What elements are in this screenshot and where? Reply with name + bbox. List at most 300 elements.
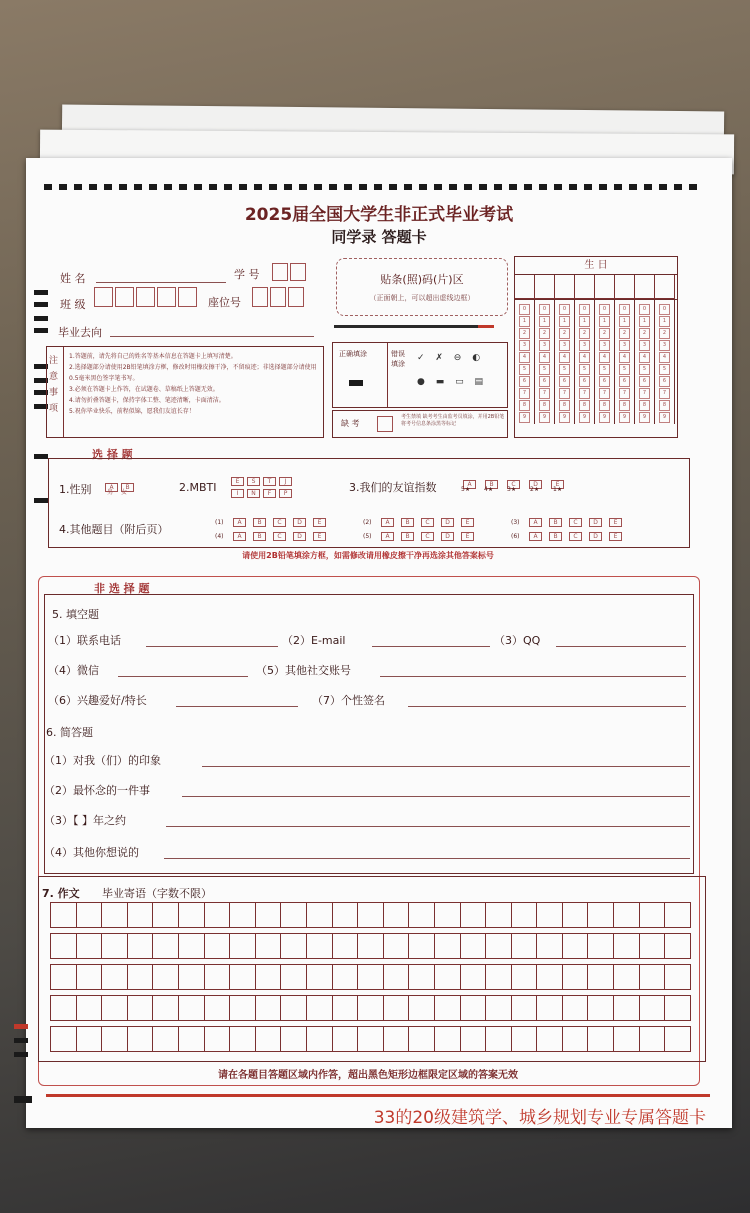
fill-phone-field[interactable] [146,646,278,647]
essay-grid-cell[interactable] [102,1027,128,1052]
essay-grid-cell[interactable] [307,996,333,1021]
birthday-digit-option[interactable]: 6 [639,376,650,387]
birthday-digit-option[interactable]: 2 [599,328,610,339]
q2-option-e[interactable]: E [231,477,244,486]
birthday-digit-option[interactable]: 0 [619,304,630,315]
essay-grid-cell[interactable] [563,934,589,959]
essay-grid-cell[interactable] [307,903,333,928]
essay-grid-cell[interactable] [51,965,77,990]
birthday-digit-option[interactable]: 9 [559,412,570,423]
essay-grid-cell[interactable] [358,965,384,990]
birthday-digit-option[interactable]: 1 [519,316,530,327]
q3-option-b[interactable]: B [485,480,498,489]
birthday-digit-option[interactable]: 8 [559,400,570,411]
essay-grid-cell[interactable] [640,934,666,959]
birthday-digit-option[interactable]: 5 [519,364,530,375]
essay-grid-cell[interactable] [307,934,333,959]
essay-grid-cell[interactable] [614,934,640,959]
essay-grid-cell[interactable] [409,934,435,959]
essay-grid-cell[interactable] [307,1027,333,1052]
q4-option[interactable]: B [401,518,414,527]
birthday-digit-option[interactable]: 7 [559,388,570,399]
birthday-digit-option[interactable]: 9 [579,412,590,423]
q4-option[interactable]: E [609,532,622,541]
essay-grid-cell[interactable] [358,934,384,959]
q4-option[interactable]: E [313,518,326,527]
essay-grid-cell[interactable] [102,903,128,928]
q3-option-d[interactable]: D [529,480,542,489]
q4-option[interactable]: C [569,518,582,527]
q2-option-i[interactable]: I [231,489,244,498]
essay-grid-cell[interactable] [230,1027,256,1052]
essay-grid-cell[interactable] [665,996,691,1021]
q2-option-p[interactable]: P [279,489,292,498]
essay-grid-cell[interactable] [588,934,614,959]
q4-option[interactable]: D [441,532,454,541]
essay-grid-cell[interactable] [77,996,103,1021]
q4-option[interactable]: A [381,532,394,541]
essay-grid-cell[interactable] [256,1027,282,1052]
q4-option[interactable]: B [401,532,414,541]
q4-options-grid[interactable] [215,515,685,543]
birthday-digit-option[interactable]: 2 [639,328,650,339]
birthday-digit-option[interactable]: 1 [639,316,650,327]
essay-grid-cell[interactable] [588,903,614,928]
absent-checkbox[interactable] [377,416,393,432]
essay-grid-cell[interactable] [512,996,538,1021]
essay-grid-cell[interactable] [128,903,154,928]
birthday-digit-option[interactable]: 9 [599,412,610,423]
essay-grid-cell[interactable] [486,1027,512,1052]
essay-grid-cell[interactable] [537,965,563,990]
essay-grid-cell[interactable] [128,965,154,990]
birthday-input-cell[interactable] [515,275,535,299]
essay-grid-cell[interactable] [256,996,282,1021]
essay-grid-cell[interactable] [486,934,512,959]
birthday-digit-option[interactable]: 1 [599,316,610,327]
birthday-digit-option[interactable]: 1 [619,316,630,327]
birthday-digit-option[interactable]: 0 [559,304,570,315]
essay-grid-cell[interactable] [281,965,307,990]
essay-grid-cell[interactable] [179,934,205,959]
birthday-digit-option[interactable]: 8 [619,400,630,411]
essay-grid-cell[interactable] [128,1027,154,1052]
birthday-digit-option[interactable]: 8 [599,400,610,411]
notice-line: 2.选择题部分请使用2B铅笔填涂方框，修改时用橡皮擦干净，不留痕迹；非选择题部分请使用0.5毫米黑色签字笔书写。 [69,364,317,382]
absent-note: 考生禁填 缺考考生由监考员填涂，并用2B铅笔将考号信息条涂黑等标记 [401,414,505,427]
essay-grid-cell[interactable] [358,1027,384,1052]
essay-grid-cell[interactable] [153,903,179,928]
essay-grid-cell[interactable] [281,1027,307,1052]
q4-option[interactable]: C [421,518,434,527]
q4-option[interactable]: D [293,518,306,527]
birthday-digit-option[interactable]: 6 [599,376,610,387]
essay-grid-cell[interactable] [128,934,154,959]
essay-grid-cell[interactable] [512,903,538,928]
q4-option[interactable]: A [529,532,542,541]
essay-grid-cell[interactable] [512,934,538,959]
q3-option-c[interactable]: C [507,480,520,489]
essay-grid-cell[interactable] [51,996,77,1021]
essay-grid-cell[interactable] [51,934,77,959]
student-no-boxes[interactable] [272,261,308,281]
essay-grid-cell[interactable] [333,903,359,928]
birthday-digit-option[interactable]: 5 [659,364,670,375]
essay-grid-cell[interactable] [333,996,359,1021]
birthday-digit-option[interactable]: 8 [579,400,590,411]
birthday-digit-option[interactable]: 6 [659,376,670,387]
birthday-digit-option[interactable]: 8 [639,400,650,411]
birthday-digit-option[interactable]: 4 [519,352,530,363]
essay-grid-cell[interactable] [537,934,563,959]
fill-wechat-label: （4）微信 [48,664,99,677]
birthday-digit-option[interactable]: 1 [659,316,670,327]
essay-grid-cell[interactable] [461,1027,487,1052]
birthday-digit-option[interactable]: 4 [539,352,550,363]
essay-grid-cell[interactable] [128,996,154,1021]
q4-option[interactable]: E [609,518,622,527]
q4-option[interactable]: A [233,532,246,541]
essay-grid[interactable] [50,902,700,1057]
birthday-digit-option[interactable]: 2 [559,328,570,339]
essay-grid-cell[interactable] [358,903,384,928]
essay-grid-cell[interactable] [153,1027,179,1052]
essay-grid-cell[interactable] [563,903,589,928]
essay-grid-cell[interactable] [333,965,359,990]
essay-grid-cell[interactable] [333,1027,359,1052]
essay-grid-cell[interactable] [307,965,333,990]
essay-grid-cell[interactable] [486,965,512,990]
birthday-digit-option[interactable]: 3 [659,340,670,351]
essay-grid-cell[interactable] [384,1027,410,1052]
essay-grid-cell[interactable] [614,965,640,990]
birthday-digit-option[interactable]: 6 [539,376,550,387]
birthday-digit-option[interactable]: 9 [659,412,670,423]
essay-grid-cell[interactable] [256,934,282,959]
q4-option[interactable]: D [293,532,306,541]
birthday-input-cell[interactable] [615,275,635,299]
essay-grid-cell[interactable] [665,903,691,928]
birthday-digit-option[interactable]: 3 [639,340,650,351]
birthday-digit-option[interactable]: 4 [619,352,630,363]
barcode-divider [334,325,494,328]
essay-grid-cell[interactable] [640,965,666,990]
birthday-digit-option[interactable]: 4 [579,352,590,363]
q4-option[interactable]: D [441,518,454,527]
essay-grid-cell[interactable] [435,965,461,990]
essay-grid-cell[interactable] [461,934,487,959]
birthday-digit-option[interactable]: 3 [519,340,530,351]
birthday-digit-option[interactable]: 5 [539,364,550,375]
birthday-digit-option[interactable]: 5 [579,364,590,375]
essay-grid-cell[interactable] [205,996,231,1021]
birthday-digit-option[interactable]: 2 [579,328,590,339]
birthday-input-cell[interactable] [595,275,615,299]
essay-grid-cell[interactable] [205,903,231,928]
birthday-digit-option[interactable]: 6 [519,376,530,387]
birthday-digit-option[interactable]: 1 [559,316,570,327]
birthday-digit-option[interactable]: 5 [599,364,610,375]
essay-grid-cell[interactable] [665,965,691,990]
essay-grid-cell[interactable] [230,903,256,928]
q2-option-t[interactable]: T [263,477,276,486]
q4-option[interactable]: C [421,532,434,541]
essay-grid-cell[interactable] [384,965,410,990]
q4-option[interactable]: D [589,518,602,527]
birthday-grid[interactable] [514,256,678,438]
essay-grid-cell[interactable] [102,934,128,959]
essay-grid-cell[interactable] [435,996,461,1021]
essay-grid-cell[interactable] [102,965,128,990]
essay-grid-cell[interactable] [588,1027,614,1052]
essay-grid-cell[interactable] [179,903,205,928]
essay-grid-cell[interactable] [384,996,410,1021]
birthday-digit-option[interactable]: 3 [559,340,570,351]
correct-fill-label: 正确填涂 [339,350,367,358]
essay-grid-cell[interactable] [486,996,512,1021]
timing-mark [359,184,367,190]
q3-option-a[interactable]: A [463,480,476,489]
essay-grid-cell[interactable] [384,934,410,959]
essay-grid-cell[interactable] [256,965,282,990]
essay-grid-cell[interactable] [409,965,435,990]
birthday-input-cell[interactable] [575,275,595,299]
birthday-digit-option[interactable]: 3 [579,340,590,351]
birthday-digit-option[interactable]: 5 [619,364,630,375]
side-mark [34,328,48,333]
birthday-digit-option[interactable]: 6 [559,376,570,387]
class-boxes[interactable] [94,286,199,307]
essay-grid-cell[interactable] [640,1027,666,1052]
q3-sub-5: 5★ [461,486,471,493]
essay-grid-cell[interactable] [230,965,256,990]
essay-grid-cell[interactable] [588,996,614,1021]
birthday-digit-option[interactable]: 8 [519,400,530,411]
birthday-digit-option[interactable]: 6 [579,376,590,387]
q3-sub-4: 4★ [484,486,494,493]
essay-grid-cell[interactable] [384,903,410,928]
essay-grid-cell[interactable] [205,934,231,959]
birthday-digit-option[interactable]: 9 [639,412,650,423]
essay-grid-cell[interactable] [665,934,691,959]
essay-grid-cell[interactable] [614,903,640,928]
essay-grid-cell[interactable] [486,903,512,928]
essay-grid-cell[interactable] [435,934,461,959]
birthday-digit-option[interactable]: 9 [539,412,550,423]
q4-option[interactable]: B [549,532,562,541]
essay-grid-cell[interactable] [537,903,563,928]
birthday-digit-option[interactable]: 4 [659,352,670,363]
essay-grid-cell[interactable] [281,903,307,928]
timing-mark [164,184,172,190]
q4-option[interactable]: C [569,532,582,541]
q4-option[interactable]: E [461,532,474,541]
essay-grid-cell[interactable] [230,934,256,959]
essay-grid-cell[interactable] [51,1027,77,1052]
fill-hobby-field[interactable] [176,706,298,707]
essay-grid-cell[interactable] [640,996,666,1021]
essay-grid-cell[interactable] [435,1027,461,1052]
birthday-digit-option[interactable]: 2 [659,328,670,339]
birthday-digit-option[interactable]: 7 [639,388,650,399]
birthday-input-cell[interactable] [555,275,575,299]
essay-grid-cell[interactable] [179,996,205,1021]
short-promise-field[interactable] [166,826,690,827]
essay-grid-cell[interactable] [461,965,487,990]
timing-mark [404,184,412,190]
q2-option-j[interactable]: J [279,477,292,486]
birthday-digit-option[interactable]: 4 [599,352,610,363]
q2-option-n[interactable]: N [247,489,260,498]
fill-signature-field[interactable] [408,706,686,707]
q1-option-a[interactable]: A [105,483,118,492]
q4-option[interactable]: B [253,532,266,541]
essay-grid-cell[interactable] [281,996,307,1021]
birthday-digit-option[interactable]: 4 [559,352,570,363]
short-impression-field[interactable] [202,766,690,767]
essay-grid-cell[interactable] [640,903,666,928]
birthday-digit-option[interactable]: 1 [579,316,590,327]
essay-grid-cell[interactable] [614,1027,640,1052]
birthday-digit-option[interactable]: 3 [619,340,630,351]
q4-option[interactable]: B [253,518,266,527]
essay-grid-cell[interactable] [563,996,589,1021]
essay-grid-cell[interactable] [102,996,128,1021]
name-field[interactable] [96,282,226,283]
essay-grid-cell[interactable] [205,965,231,990]
birthday-digit-option[interactable]: 2 [539,328,550,339]
essay-grid-cell[interactable] [179,1027,205,1052]
essay-grid-cell[interactable] [153,934,179,959]
birthday-digit-option[interactable]: 0 [599,304,610,315]
birthday-digit-option[interactable]: 2 [519,328,530,339]
essay-grid-cell[interactable] [512,1027,538,1052]
birthday-input-cell[interactable] [655,275,675,299]
essay-grid-cell[interactable] [588,965,614,990]
short-promise-label: （3）【 】年之约 [44,814,126,827]
fill-social-field[interactable] [380,676,686,677]
essay-grid-cell[interactable] [333,934,359,959]
fill-qq-field[interactable] [556,646,686,647]
essay-grid-cell[interactable] [256,903,282,928]
birthday-digit-option[interactable]: 8 [659,400,670,411]
birthday-digit-option[interactable]: 4 [639,352,650,363]
q4-option[interactable]: E [461,518,474,527]
q2-option-f[interactable]: F [263,489,276,498]
fill-wechat-field[interactable] [118,676,248,677]
seat-boxes[interactable] [252,286,306,307]
short-other-field[interactable] [164,858,690,859]
destination-field[interactable] [110,336,314,337]
birthday-digit-option[interactable]: 0 [639,304,650,315]
q4-option[interactable]: A [233,518,246,527]
birthday-input-cell[interactable] [635,275,655,299]
destination-label: 毕业去向 [58,326,102,339]
birthday-digit-option[interactable]: 5 [639,364,650,375]
q3-option-e[interactable]: E [551,480,564,489]
timing-mark [389,184,397,190]
fill-qq-label: （3）QQ [494,634,541,647]
essay-grid-cell[interactable] [153,996,179,1021]
essay-grid-cell[interactable] [435,903,461,928]
birthday-digit-option[interactable]: 0 [659,304,670,315]
essay-grid-cell[interactable] [563,965,589,990]
birthday-digit-option[interactable]: 0 [579,304,590,315]
essay-grid-cell[interactable] [409,996,435,1021]
birthday-digit-option[interactable]: 7 [659,388,670,399]
essay-grid-cell[interactable] [409,903,435,928]
q4-option[interactable]: E [313,532,326,541]
birthday-digit-option[interactable]: 3 [599,340,610,351]
birthday-digit-option[interactable]: 6 [619,376,630,387]
essay-grid-cell[interactable] [281,934,307,959]
essay-grid-cell[interactable] [563,1027,589,1052]
essay-grid-cell[interactable] [77,934,103,959]
q4-option[interactable]: B [549,518,562,527]
essay-grid-cell[interactable] [153,965,179,990]
q4-option[interactable]: A [529,518,542,527]
q4-option[interactable]: C [273,532,286,541]
q4-option[interactable]: D [589,532,602,541]
q4-option[interactable]: C [273,518,286,527]
essay-grid-cell[interactable] [51,903,77,928]
essay-grid-cell[interactable] [179,965,205,990]
birthday-digit-option[interactable]: 7 [579,388,590,399]
essay-grid-cell[interactable] [358,996,384,1021]
birthday-digit-option[interactable]: 9 [519,412,530,423]
q1-option-b[interactable]: B [121,483,134,492]
essay-grid-cell[interactable] [537,1027,563,1052]
short-memory-field[interactable] [182,796,690,797]
q2-options[interactable] [231,475,295,499]
q4-option[interactable]: A [381,518,394,527]
essay-grid-cell[interactable] [409,1027,435,1052]
essay-grid-cell[interactable] [537,996,563,1021]
notice-lines [69,351,319,417]
q4-item-label: (6) [511,532,520,540]
essay-grid-cell[interactable] [77,1027,103,1052]
timing-mark [314,184,322,190]
q4-item-label: (3) [511,518,520,526]
fill-email-field[interactable] [372,646,490,647]
birthday-input-cell[interactable] [535,275,555,299]
birthday-digit-option[interactable]: 7 [519,388,530,399]
essay-grid-cell[interactable] [512,965,538,990]
birthday-digit-option[interactable]: 8 [539,400,550,411]
birthday-digit-option[interactable]: 9 [619,412,630,423]
essay-grid-cell[interactable] [230,996,256,1021]
essay-grid-cell[interactable] [77,903,103,928]
birthday-digit-option[interactable]: 3 [539,340,550,351]
timing-mark [89,184,97,190]
birthday-digit-option[interactable]: 0 [519,304,530,315]
essay-grid-cell[interactable] [614,996,640,1021]
birthday-digit-option[interactable]: 0 [539,304,550,315]
q2-option-s[interactable]: S [247,477,260,486]
birthday-digit-option[interactable]: 7 [619,388,630,399]
essay-grid-cell[interactable] [205,1027,231,1052]
birthday-digit-option[interactable]: 2 [619,328,630,339]
birthday-digit-option[interactable]: 5 [559,364,570,375]
essay-grid-cell[interactable] [461,996,487,1021]
birthday-digit-option[interactable]: 7 [599,388,610,399]
birthday-digit-option[interactable]: 1 [539,316,550,327]
essay-grid-cell[interactable] [77,965,103,990]
essay-grid-cell[interactable] [461,903,487,928]
essay-grid-cell[interactable] [665,1027,691,1052]
absent-label: 缺 考 [341,419,360,428]
birthday-digit-option[interactable]: 7 [539,388,550,399]
